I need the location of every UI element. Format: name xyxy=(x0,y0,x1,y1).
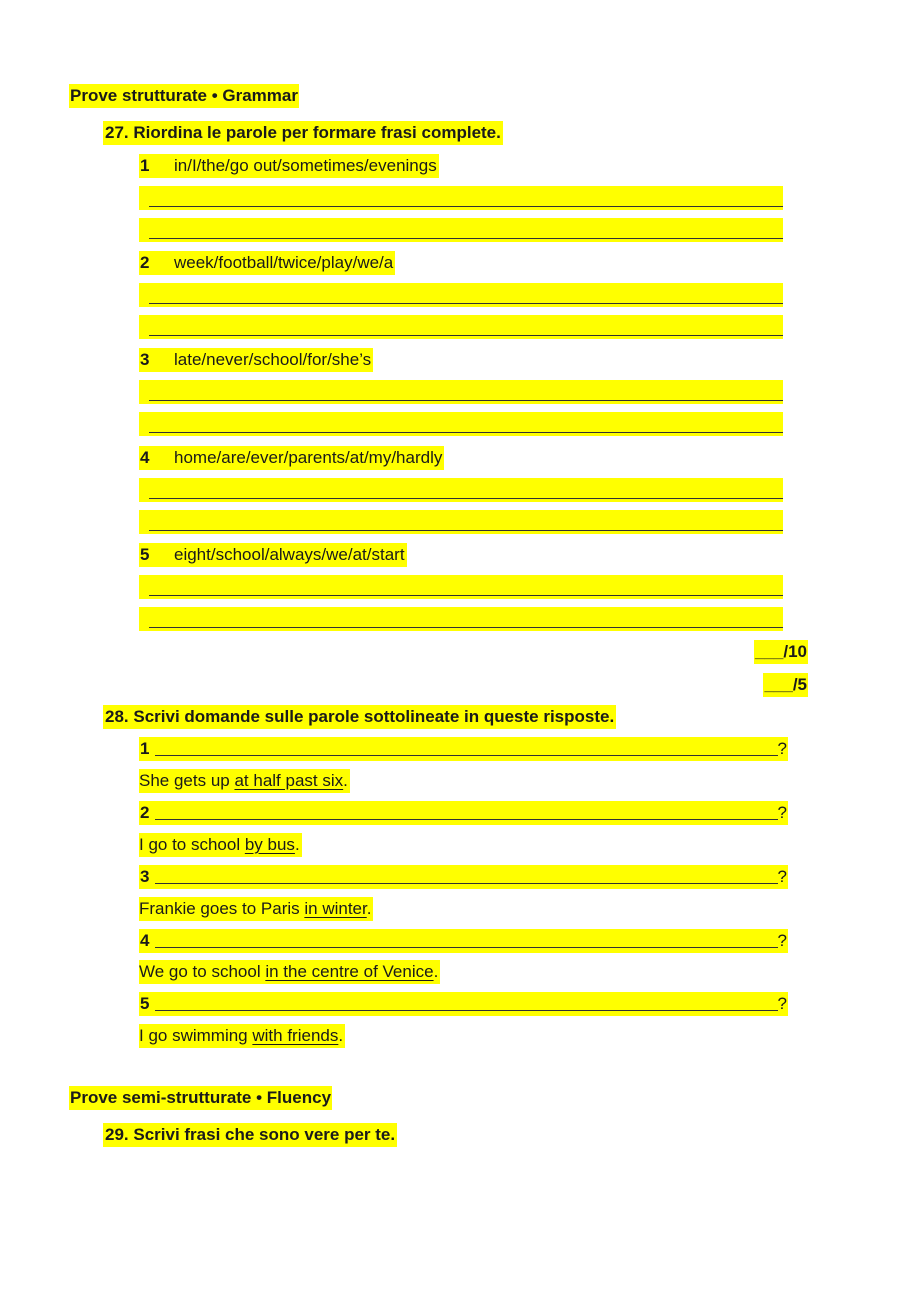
exercise-27-item-3 xyxy=(139,348,373,372)
item-words: week/football/twice/play/we/a xyxy=(174,253,394,272)
write-line[interactable] xyxy=(155,1010,778,1011)
answer-text: I go to school xyxy=(139,835,245,854)
item-words: eight/school/always/we/at/start xyxy=(174,545,405,564)
write-line[interactable] xyxy=(155,819,778,820)
underlined-phrase: by bus xyxy=(244,835,295,854)
exercise-28-title: 28. Scrivi domande sulle parole sottolineate in queste risposte. xyxy=(103,705,616,729)
answer-sentence-3 xyxy=(139,897,373,921)
score-5: ___/5 xyxy=(763,673,808,697)
answer-text: . xyxy=(343,771,348,790)
answer-line[interactable] xyxy=(139,412,783,436)
question-line-3[interactable] xyxy=(139,865,788,889)
item-number: 4 xyxy=(140,448,150,467)
answer-line[interactable] xyxy=(139,315,783,339)
question-mark: ? xyxy=(777,931,787,950)
answer-text: . xyxy=(338,1026,344,1045)
answer-line[interactable] xyxy=(139,186,783,210)
item-words: late/never/school/for/she’s xyxy=(174,350,372,369)
answer-text: I go swimming xyxy=(139,1026,253,1045)
question-mark: ? xyxy=(777,739,787,758)
question-mark: ? xyxy=(777,994,787,1013)
item-number: 3 xyxy=(140,867,150,886)
answer-text: . xyxy=(294,835,300,854)
question-mark: ? xyxy=(777,803,787,822)
answer-line[interactable] xyxy=(139,478,783,502)
item-number: 5 xyxy=(140,545,150,564)
exercise-27-item-5 xyxy=(139,543,407,567)
question-line-5[interactable] xyxy=(139,992,788,1016)
item-number: 1 xyxy=(140,739,150,758)
exercise-27-title: 27. Riordina le parole per formare frasi complete. xyxy=(103,121,503,145)
question-mark: ? xyxy=(777,867,787,886)
item-number: 3 xyxy=(140,350,150,369)
score-10: ___/10 xyxy=(754,640,808,664)
question-line-1[interactable] xyxy=(139,737,788,761)
underlined-phrase: at half past six xyxy=(234,771,344,790)
answer-sentence-4 xyxy=(139,960,440,984)
underlined-phrase: in the centre of Venice xyxy=(265,962,434,981)
answer-sentence-5 xyxy=(139,1024,345,1048)
answer-line[interactable] xyxy=(139,510,783,534)
answer-text: Frankie goes to Paris xyxy=(139,899,305,918)
underlined-phrase: in winter xyxy=(304,899,367,918)
answer-text: She gets up xyxy=(139,771,235,790)
answer-line[interactable] xyxy=(139,283,783,307)
answer-sentence-2 xyxy=(139,833,302,857)
answer-text: We go to school xyxy=(139,962,266,981)
item-words: home/are/ever/parents/at/my/hardly xyxy=(174,448,443,467)
write-line[interactable] xyxy=(155,883,778,884)
item-number: 2 xyxy=(140,803,150,822)
item-number: 5 xyxy=(140,994,150,1013)
section-title-fluency: Prove semi-strutturate • Fluency xyxy=(69,1086,332,1110)
item-number: 2 xyxy=(140,253,150,272)
answer-line[interactable] xyxy=(139,575,783,599)
exercise-27-item-2 xyxy=(139,251,395,275)
item-number: 4 xyxy=(140,931,150,950)
exercise-29-title: 29. Scrivi frasi che sono vere per te. xyxy=(103,1123,397,1147)
answer-text: . xyxy=(433,962,439,981)
answer-line[interactable] xyxy=(139,607,783,631)
underlined-phrase: with friends xyxy=(252,1026,339,1045)
item-number: 1 xyxy=(140,156,150,175)
answer-line[interactable] xyxy=(139,380,783,404)
question-line-4[interactable] xyxy=(139,929,788,953)
item-words: in/I/the/go out/sometimes/evenings xyxy=(174,156,437,175)
exercise-27-item-1 xyxy=(139,154,439,178)
answer-sentence-1 xyxy=(139,769,350,793)
question-line-2[interactable] xyxy=(139,801,788,825)
write-line[interactable] xyxy=(155,755,778,756)
answer-text: . xyxy=(366,899,372,918)
exercise-27-item-4 xyxy=(139,446,444,470)
section-title-grammar: Prove strutturate • Grammar xyxy=(69,84,299,108)
answer-line[interactable] xyxy=(139,218,783,242)
write-line[interactable] xyxy=(155,947,778,948)
